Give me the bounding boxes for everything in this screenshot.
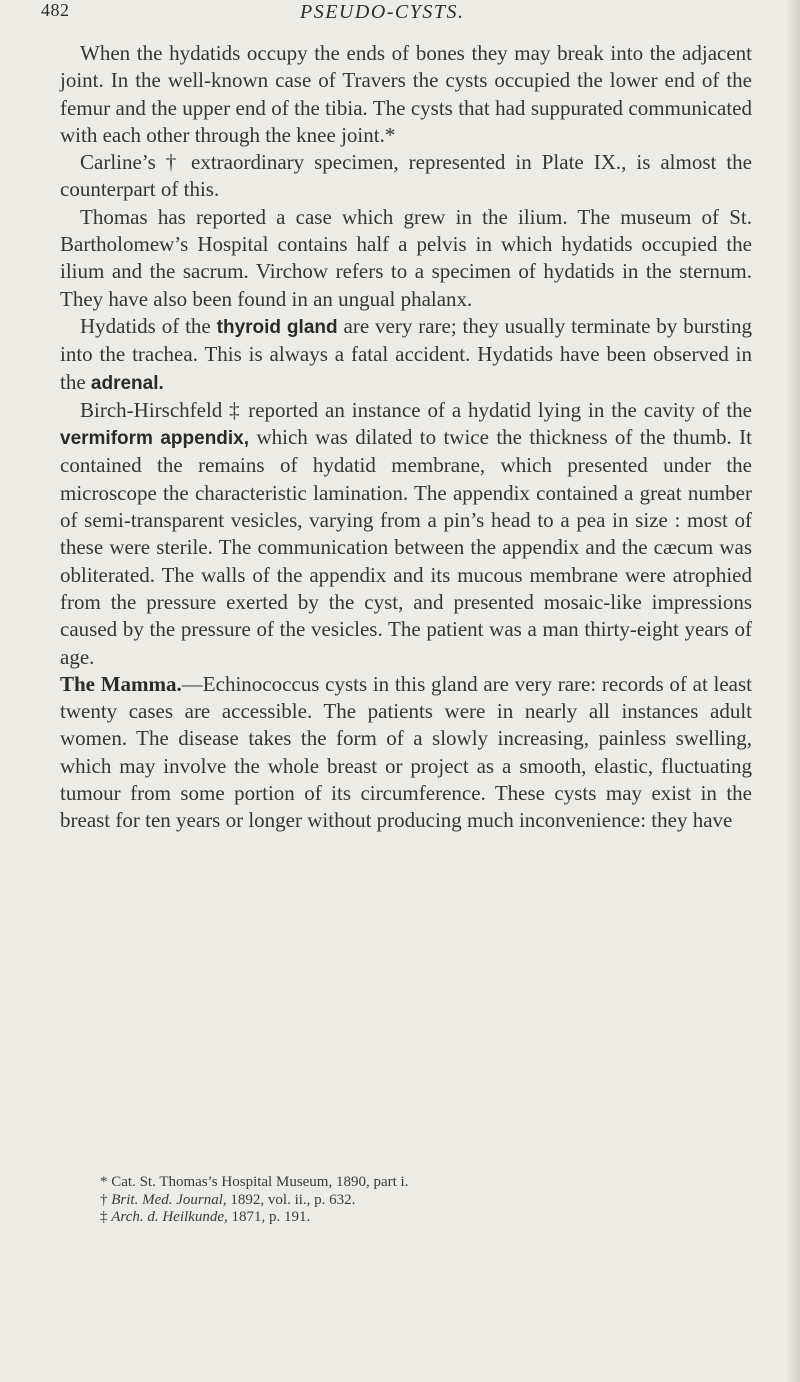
paragraph-appendix-intro: Birch-Hirschfeld ‡ reported an instance of a hydatid lying in the cavity of the — [80, 397, 752, 422]
footnote-1: * Cat. St. Thomas’s Hospital Museum, 1890, part i. — [100, 1174, 409, 1190]
footnote-3-title: Arch. d. Heilkunde, — [111, 1209, 228, 1225]
footnote-3-mark: ‡ — [100, 1209, 108, 1225]
page-header — [0, 0, 800, 30]
paragraph-appendix-body: which was dilated to twice the thickness of the thumb. It contained the remains of hydatid membrane, which presented under the microscope the characteristic lamination. The appendix contained a great number of semi-transparent vesicles, varying from a pin’s head to a pea in size : most of these were sterile. The communication between the appendix and the cæcum was obliterated. The walls of the appendix and its mucous membrane were atrophied from the pressure exerted by the cyst, and presented mosaic-like impressions caused by the pressure of the vesicles. The patient was a man thirty-eight years of age. — [60, 425, 753, 669]
keyword-adrenal: adrenal. — [90, 372, 164, 394]
paragraph-thomas: Thomas has reported a case which grew in the ilium. The museum of St. Bartholomew’s Hospital contains half a pelvis in which hydatids occupied the ilium and the sacrum. Virchow refers to a specimen of hydatids in the sternum. They have also been found in an ungual phalanx. — [60, 204, 752, 311]
footnote-3-rest: 1871, p. 191. — [231, 1209, 311, 1225]
page-edge-shadow — [786, 0, 800, 1382]
paragraph-travers: When the hydatids occupy the ends of bones they may break into the adjacent joint. In the well-known case of Travers the cysts occupied the lower end of the femur and the upper end of the tibia. The cysts that had suppurated communicated with each other through the knee joint.* — [60, 41, 752, 147]
footnotes — [100, 1174, 740, 1227]
footnote-3 — [100, 1209, 740, 1227]
body-text — [60, 40, 752, 835]
footnote-2 — [100, 1192, 740, 1210]
paragraph-appendix — [60, 397, 752, 671]
page-number: 482 — [41, 0, 70, 20]
paragraph-thyroid-body: are very rare; they usually terminate by bursting into the trachea. This is always a fatal accident. Hydatids have been observed in the — [60, 313, 753, 394]
footnote-2-title: Brit. Med. Journal, — [111, 1191, 227, 1208]
running-head: PSEUDO-CYSTS. — [300, 1, 465, 23]
paragraph-thyroid — [60, 313, 752, 397]
footnote-2-rest: 1892, vol. ii., p. 632. — [230, 1191, 356, 1208]
keyword-thyroid-gland: thyroid gland — [216, 316, 338, 338]
keyword-vermiform-appendix: vermiform appendix, — [60, 428, 250, 450]
section-heading-mamma: The Mamma. — [60, 671, 182, 696]
paragraph-mamma-body: —Echinococcus cysts in this gland are very rare: records of at least twenty cases are accessible. The patients were in nearly all instances adult women. The disease takes the form of a slowly increasing, painless swelling, which may involve the whole breast or project as a smooth, elastic, fluctuating tumour from some portion of its circumference. These cysts may exist in the breast for ten years or longer without producing much inconvenience: they have — [60, 671, 752, 833]
footnote-2-mark: † — [100, 1191, 108, 1208]
paragraph-thyroid-intro: Hydatids of the — [80, 313, 211, 338]
paragraph-mamma — [60, 671, 752, 835]
paragraph-carline: Carline’s † extraordinary specimen, represented in Plate IX., is almost the counterpart of this. — [60, 150, 752, 202]
